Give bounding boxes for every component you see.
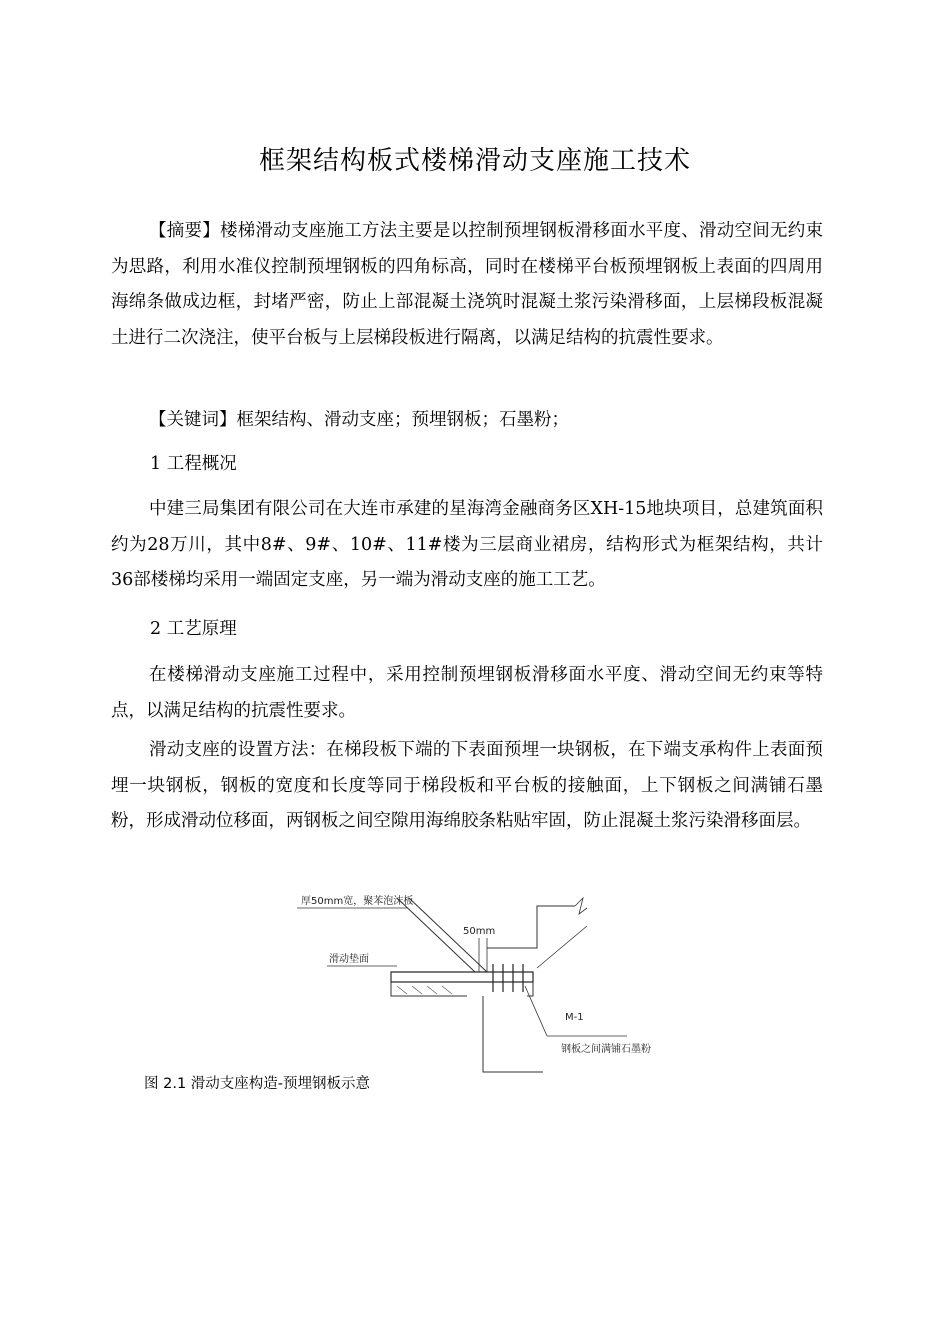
top-label: 厚50mm宽，聚苯泡沫板 — [301, 896, 414, 907]
m1-label: M-1 — [565, 1012, 584, 1023]
page-title: 框架结构板式楼梯滑动支座施工技术 — [258, 146, 691, 176]
dimension-label: 50mm — [463, 926, 496, 937]
section-2-paragraph-2: 滑动支座的设置方法：在梯段板下端的下表面预埋一块钢板，在下端支承构件上表面预埋一块钢板，钢板的宽度和长度等同于梯段板和平台板的接触面，上下钢板之间满铺石墨粉，形成滑动位移面，两钢板之间空隙用海绵胶条粘贴牢固，防止混凝土浆污染滑移面层。 — [111, 740, 823, 831]
bottom-label: 钢板之间满铺石墨粉 — [561, 1044, 651, 1055]
section-2-heading: 2 工艺原理 — [150, 619, 237, 639]
upper-beam-outline — [487, 906, 575, 948]
hatch-1 — [397, 986, 407, 994]
upper-beam-slope — [537, 926, 587, 968]
support-beam-corner — [527, 982, 533, 996]
figure-caption: 图 2.1 滑动支座构造-预埋钢板示意 — [144, 1076, 371, 1092]
hatch-4 — [442, 986, 452, 994]
left-label: 滑动垫面 — [329, 954, 369, 965]
section-1-heading: 1 工程概况 — [150, 454, 237, 474]
section-1-paragraph: 中建三局集团有限公司在大连市承建的星海湾金融商务区XH-15地块项目，总建筑面积约为28万川，其中8#、9#、10#、11#楼为三层商业裙房，结构形式为框架结构，共计36部楼梯均采用一端固定支座，另一端为滑动支座的施工工艺。 — [111, 499, 823, 590]
section-2-paragraph-1: 在楼梯滑动支座施工过程中，采用控制预埋钢板滑移面水平度、滑动空间无约束等特点，以满足结构的抗震性要求。 — [111, 665, 823, 721]
hatch-2 — [412, 986, 422, 994]
break-mark-top — [575, 898, 587, 914]
keywords-paragraph: 【关键词】框架结构、滑动支座；预埋钢板；石墨粉； — [149, 410, 569, 430]
embedded-steel-plate — [391, 972, 533, 982]
abstract-paragraph: 【摘要】楼梯滑动支座施工方法主要是以控制预埋钢板滑移面水平度、滑动空间无约束为思路，利用水准仪控制预埋钢板的四角标高，同时在楼梯平台板预埋钢板上表面的四周用海绵条做成边框，封堵严密，防止上部混凝土浇筑时混凝土浆污染滑移面，上层梯段板混凝土进行二次浇注，使平台板与上层梯段板进行隔离，以满足结构的抗震性要求。 — [111, 221, 823, 348]
hatch-3 — [427, 986, 437, 994]
bottom-label-leader — [525, 986, 547, 1036]
sliding-support-diagram — [297, 886, 651, 1074]
